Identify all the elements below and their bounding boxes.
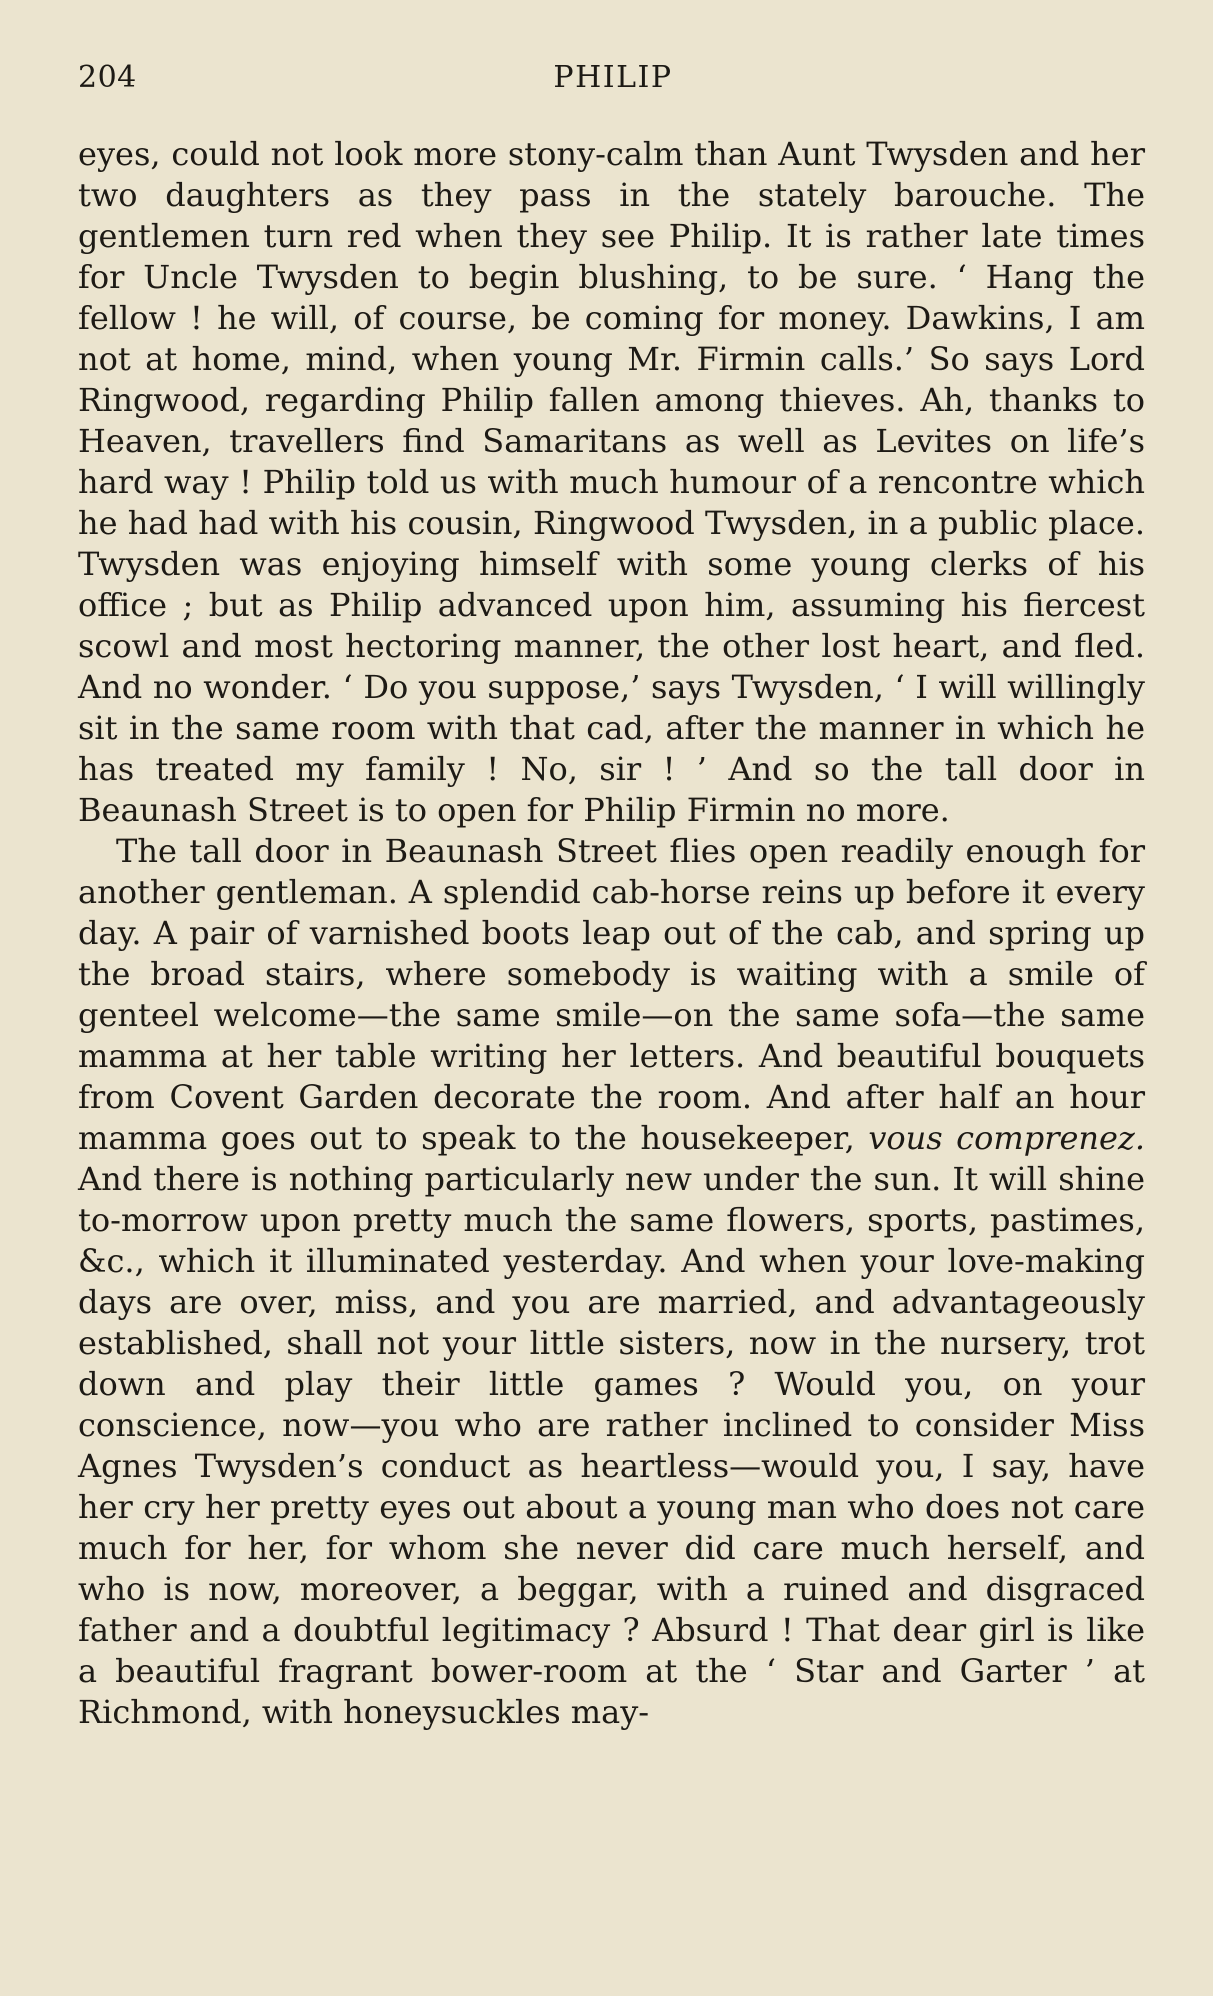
paragraph-2-text-b: And there is nothing particularly new under the sun. It will shine to-morrow upon pretty much the same flowers, sports, pastimes, &c., which it illuminated yesterday. And when your love-making days are over, miss, and you are married, and advantageously established, shall not your little sisters, now in the nursery, trot down and play their little games ? Would you, on your conscience, now—you who are rather inclined to consider Miss Agnes Twysden’s conduct as heartless—would you, I say, have her cry her pretty eyes out about a young man who does not care much for her, for whom she never did care much herself, and who is now, moreover, a beggar, with a ruined and disgraced father and a doubtful legitimacy ? Absurd ! That dear girl is like a beautiful fragrant bower-room at the ‘ Star and Garter ’ at Richmond, with honeysuckles may- [78,1160,1145,1731]
paragraph-1-text: eyes, could not look more stony-calm than Aunt Twysden and her two daughters as they pass in the stately barouche. The gentlemen turn red when they see Philip. It is rather late times for Uncle Twysden to begin blushing, to be sure. ‘ Hang the fellow ! he will, of course, be coming for money. Dawkins, I am not at home, mind, when young Mr. Firmin calls.’ So says Lord Ringwood, regarding Philip fallen among thieves. Ah, thanks to Heaven, travellers find Samaritans as well as Levites on life’s hard way ! Philip told us with much humour of a rencontre which he had had with his cousin, Ringwood Twysden, in a public place. Twysden was enjoying himself with some young clerks of his office ; but as Philip advanced upon him, assuming his fiercest scowl and most hectoring manner, the other lost heart, and fled. And no wonder. ‘ Do you suppose,’ says Twysden, ‘ I will willingly sit in the same room with that cad, after the manner in which he has treated my family ! No, sir ! ’ And so the tall door in Beaunash Street is to open for Philip Firmin no more. [78,135,1145,829]
body-text [78,134,1145,1733]
running-head [78,60,1148,100]
paragraph-2-text-a: The tall door in Beaunash Street flies open readily enough for another gentleman. A splendid cab-horse reins up before it every day. A pair of varnished boots leap out of the cab, and spring up the broad stairs, where somebody is waiting with a smile of genteel welcome—the same smile—on the same sofa—the same mamma at her table writing her letters. And beautiful bouquets from Covent Garden decorate the room. And after half an hour mamma goes out to speak to the housekeeper, [78,832,1145,1157]
page-number: 204 [78,60,137,95]
italic-phrase: vous comprenez. [868,1119,1146,1157]
running-title: PHILIP [553,60,673,95]
paragraph-2 [78,831,1145,1733]
paragraph-1 [78,134,1145,831]
